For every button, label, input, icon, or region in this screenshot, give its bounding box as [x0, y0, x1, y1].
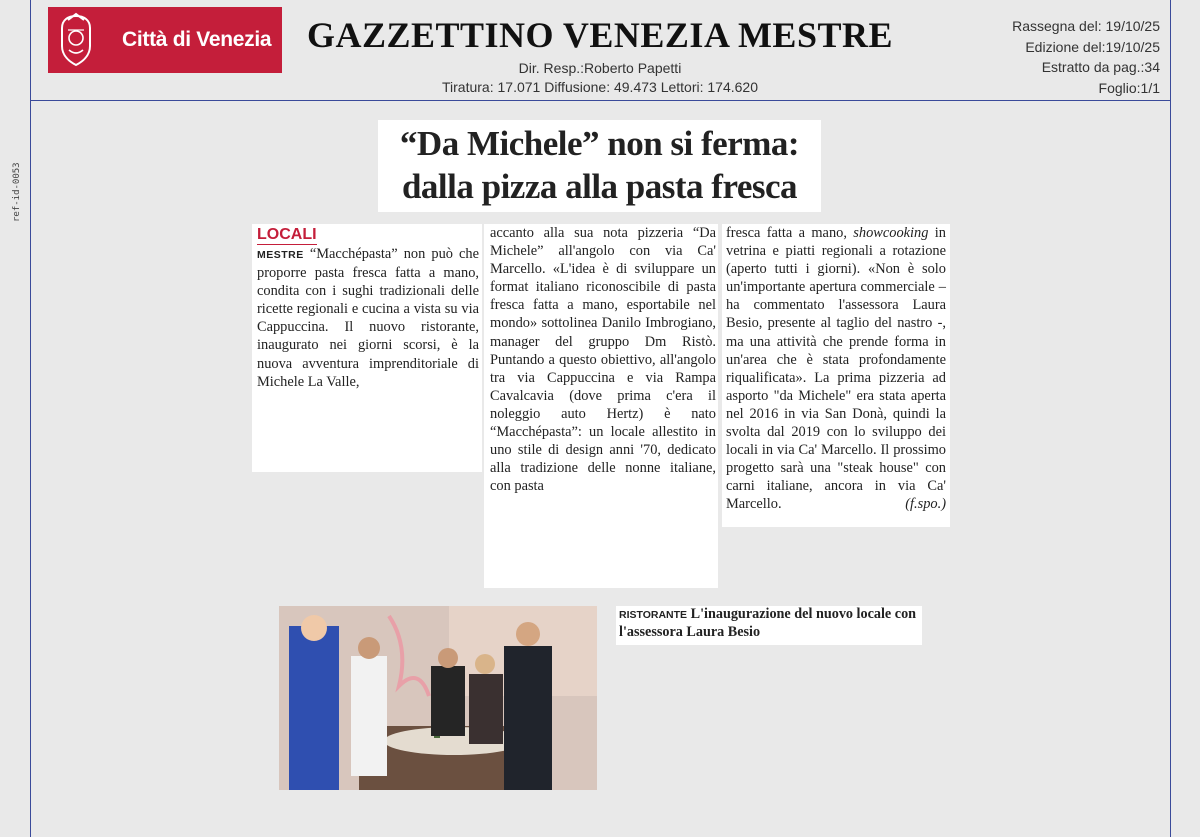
edizione-date: Edizione del:19/10/25 — [1025, 38, 1160, 55]
venice-crest-icon — [54, 12, 98, 68]
director-line: Dir. Resp.:Roberto Papetti — [518, 60, 682, 76]
foglio-count: Foglio:1/1 — [1098, 79, 1160, 96]
ref-id-label: ref-id-0053 — [12, 162, 22, 222]
column-3-part-a: fresca fatta a mano, — [726, 225, 854, 241]
logo-text: Città di Venezia — [122, 28, 272, 51]
estratto-page: Estratto da pag.:34 — [1041, 59, 1160, 75]
article-column-1 — [252, 224, 482, 472]
circulation-stats: Tiratura: 17.071 Diffusione: 49.473 Lettori: 174.620 — [442, 79, 758, 95]
column-1-text — [257, 245, 479, 391]
column-3-text — [726, 224, 946, 514]
author-signature: (f.spo.) — [905, 496, 946, 513]
newspaper-masthead: GAZZETTINO VENEZIA MESTRE — [306, 15, 893, 55]
caption-text: L'inaugurazione del nuovo locale con l'assessora Laura Besio — [619, 606, 917, 640]
section-kicker: LOCALI — [257, 226, 317, 243]
article-headline — [378, 120, 821, 212]
photo-illustration — [279, 606, 597, 790]
column-3-part-b: in vetrina e piatti regionali a rotazione (aperto tutti i giorni). «Non è solo un'importante apertura commerciale – ha commentato l'assessora Laura Besio, presente al taglio del nastro -, ma una attività che prende forma in un'area che è stata profondamente riqualificata». La prima pizzeria ad asporto "da Michele" era stata aperta nel 2016 in via San Donà, quindi la svolta dal 2019 con lo sviluppo dei locali in via Ca' Marcello. Il prossimo progetto sarà una "steak house" con carni italiane, ancora in via Ca' Marcello. — [726, 225, 947, 513]
photo-caption — [616, 606, 922, 645]
article-column-2 — [484, 224, 718, 588]
clipping-meta — [1012, 16, 1160, 98]
dateline: MESTRE — [257, 249, 304, 261]
article-column-3 — [722, 224, 950, 527]
inauguration-photo — [279, 606, 597, 790]
header-rule — [30, 100, 1170, 101]
rassegna-date: Rassegna del: 19/10/25 — [1012, 18, 1160, 34]
city-logo — [48, 7, 282, 73]
caption-kicker: RISTORANTE — [619, 609, 688, 621]
column-1-body: “Macchépasta” non può che proporre pasta fresca fatta a mano, condita con i sughi tradizionali delle ricette regionali e cucina a vista su via Cappuccina. Il nuovo ristorante, inaugurato nei giorni scorsi, è la nuova avventura imprenditoriale di Michele La Valle, — [257, 246, 479, 390]
headline-line-1: “Da Michele” non si ferma: — [399, 124, 800, 163]
column-2-text: accanto alla sua nota pizzeria “Da Michele” all'angolo con via Ca' Marcello. «L'idea è di sviluppare un format italiano riconoscibile di pasta fresca fatta a mano, esportabile nel mondo» sottolinea Danilo Imbrogiano, manager del gruppo Dm Ristò. Puntando a questo obiettivo, all'angolo tra via Cappuccina e via Rampa Cavalcavia (dove prima c'era il noleggio auto Hertz) è nato “Macchépasta”: un locale allestito in uno stile di design anni '70, dedicato alla tradizione delle nonne italiane, con pasta — [490, 225, 716, 495]
headline-line-2: dalla pizza alla pasta fresca — [401, 167, 798, 206]
column-3-italic: showcooking — [853, 225, 929, 241]
